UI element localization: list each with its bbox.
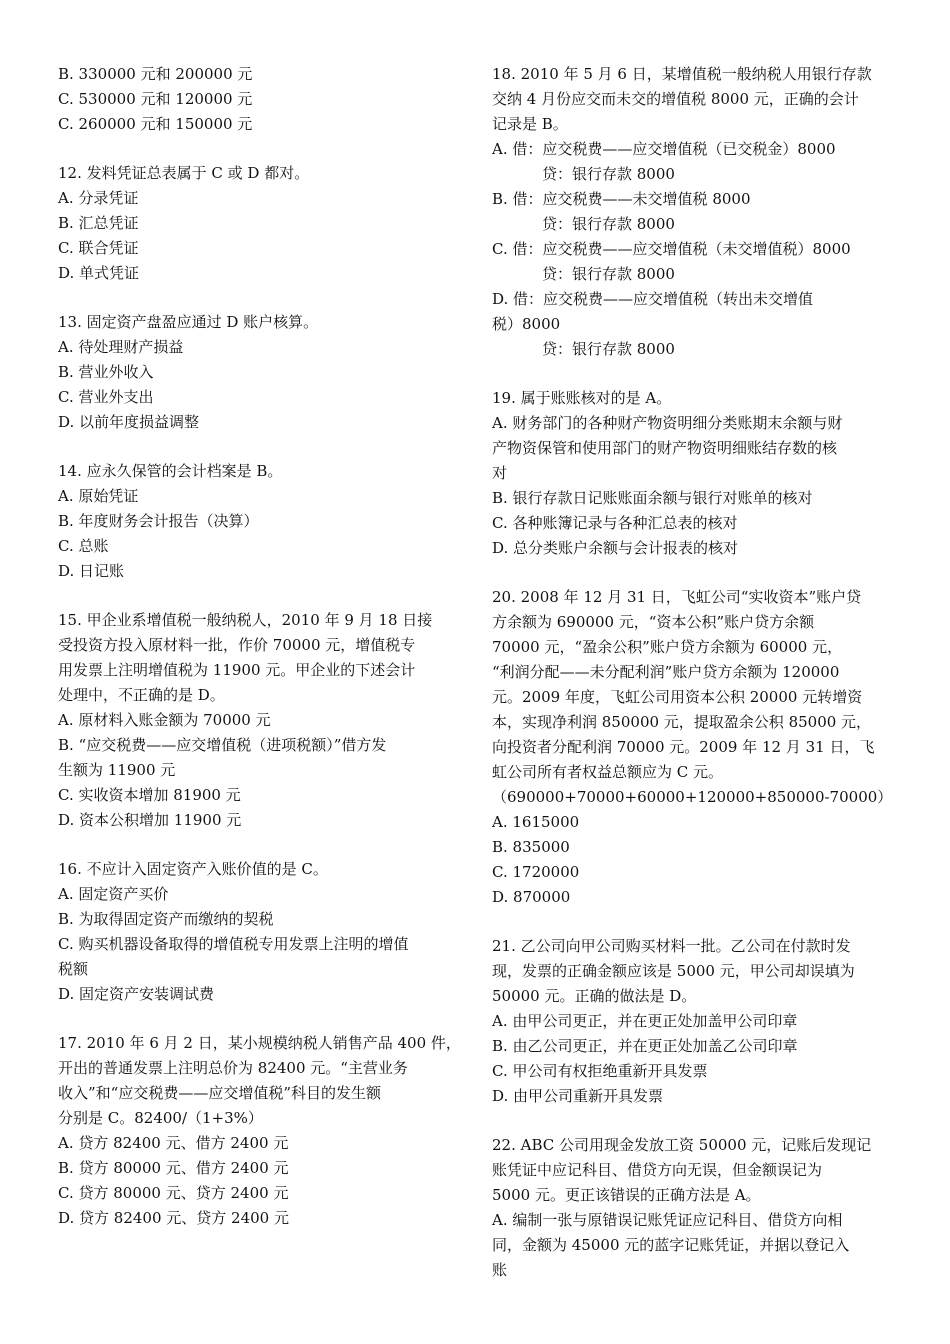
text-line: 向投资者分配利润 70000 元。2009 年 12 月 31 日，飞	[492, 738, 875, 756]
text-line: 19. 属于账账核对的是 A。	[492, 389, 672, 407]
text-line: 12. 发料凭证总表属于 C 或 D 都对。	[58, 164, 310, 182]
question-block	[492, 62, 892, 362]
text-line: D. 日记账	[58, 562, 125, 580]
right-column	[492, 62, 892, 1307]
text-line: B. 汇总凭证	[58, 214, 139, 232]
text-line: B. 330000 元和 200000 元	[58, 65, 253, 83]
question-block	[492, 386, 892, 561]
text-line: 15. 甲企业系增值税一般纳税人，2010 年 9 月 18 日接	[58, 611, 433, 629]
text-line: 分别是 C。82400/（1+3%）	[58, 1109, 263, 1127]
text-line: 贷：银行存款 8000	[542, 165, 675, 183]
text-line: 20. 2008 年 12 月 31 日，飞虹公司“实收资本”账户贷	[492, 588, 862, 606]
question-block	[58, 310, 458, 435]
text-line: C. 260000 元和 150000 元	[58, 115, 253, 133]
left-column	[58, 62, 461, 1255]
question-block	[58, 161, 458, 286]
text-line: 税额	[58, 960, 89, 978]
text-line: D. 由甲公司重新开具发票	[492, 1087, 664, 1105]
text-line: 用发票上注明增值税为 11900 元。甲企业的下述会计	[58, 661, 416, 679]
text-line: B. 银行存款日记账账面余额与银行对账单的核对	[492, 489, 813, 507]
text-line: 处理中，不正确的是 D。	[58, 686, 225, 704]
text-line: C. 各种账簿记录与各种汇总表的核对	[492, 514, 738, 532]
text-line: C. 1720000	[492, 863, 580, 881]
text-line: B. 为取得固定资产而缴纳的契税	[58, 910, 274, 928]
text-line: D. 借：应交税费——应交增值税（转出未交增值	[492, 290, 814, 308]
text-line: 账	[492, 1261, 508, 1279]
text-line: 70000 元，“盈余公积”账户贷方余额为 60000 元，	[492, 638, 843, 656]
text-line: 贷：银行存款 8000	[542, 340, 675, 358]
text-line: 交纳 4 月份应交而未交的增值税 8000 元，正确的会计	[492, 90, 859, 108]
question-block	[58, 857, 458, 1007]
text-line: 元。2009 年度，飞虹公司用资本公积 20000 元转增资	[492, 688, 863, 706]
text-line: 记录是 B。	[492, 115, 568, 133]
text-line: 生额为 11900 元	[58, 761, 176, 779]
text-line: C. 甲公司有权拒绝重新开具发票	[492, 1062, 708, 1080]
text-line: D. 资本公积增加 11900 元	[58, 811, 242, 829]
text-line: A. 借：应交税费——应交增值税（已交税金）8000	[492, 140, 836, 158]
question-block	[58, 1031, 461, 1231]
text-line: 同，金额为 45000 元的蓝字记账凭证，并据以登记入	[492, 1236, 850, 1254]
text-line: C. 总账	[58, 537, 109, 555]
question-block	[58, 459, 458, 584]
text-line: 14. 应永久保管的会计档案是 B。	[58, 462, 283, 480]
text-line: 50000 元。正确的做法是 D。	[492, 987, 697, 1005]
text-line: B. 借：应交税费——未交增值税 8000	[492, 190, 751, 208]
text-line: D. 贷方 82400 元、贷方 2400 元	[58, 1209, 289, 1227]
text-line: B. 835000	[492, 838, 570, 856]
text-line: 开出的普通发票上注明总价为 82400 元。“主营业务	[58, 1059, 408, 1077]
text-line: 16. 不应计入固定资产入账价值的是 C。	[58, 860, 328, 878]
question-block	[58, 608, 458, 833]
text-line: 收入”和“应交税费——应交增值税”科目的发生额	[58, 1084, 382, 1102]
text-line: A. 1615000	[492, 813, 580, 831]
text-line: 17. 2010 年 6 月 2 日，某小规模纳税人销售产品 400 件，	[58, 1034, 461, 1052]
text-line: D. 固定资产安装调试费	[58, 985, 215, 1003]
text-line: 账凭证中应记科目、借贷方向无误，但金额误记为	[492, 1161, 823, 1179]
text-line: B. “应交税费——应交增值税（进项税额）”借方发	[58, 736, 387, 754]
question-block	[492, 934, 892, 1109]
text-line: 受投资方投入原材料一批，作价 70000 元，增值税专	[58, 636, 416, 654]
text-line: 18. 2010 年 5 月 6 日，某增值税一般纳税人用银行存款	[492, 65, 872, 83]
text-line: 税）8000	[492, 315, 561, 333]
text-line: （690000+70000+60000+120000+850000-70000）	[492, 788, 893, 806]
text-line: 本，实现净利润 850000 元，提取盈余公积 85000 元，	[492, 713, 872, 731]
text-line: A. 财务部门的各种财产物资明细分类账期末余额与财	[492, 414, 843, 432]
text-line: “利润分配——未分配利润”账户贷方余额为 120000	[492, 663, 840, 681]
text-line: B. 由乙公司更正，并在更正处加盖乙公司印章	[492, 1037, 798, 1055]
text-line: A. 原始凭证	[58, 487, 139, 505]
text-line: C. 购买机器设备取得的增值税专用发票上注明的增值	[58, 935, 409, 953]
text-line: C. 借：应交税费——应交增值税（未交增值税）8000	[492, 240, 851, 258]
text-line: A. 贷方 82400 元、借方 2400 元	[58, 1134, 289, 1152]
text-line: D. 870000	[492, 888, 571, 906]
text-line: C. 贷方 80000 元、贷方 2400 元	[58, 1184, 289, 1202]
text-line: 贷：银行存款 8000	[542, 265, 675, 283]
text-line: A. 原材料入账金额为 70000 元	[58, 711, 271, 729]
text-line: D. 单式凭证	[58, 264, 140, 282]
text-line: A. 固定资产买价	[58, 885, 169, 903]
text-line: 产物资保管和使用部门的财产物资明细账结存数的核	[492, 439, 838, 457]
text-line: D. 总分类账户余额与会计报表的核对	[492, 539, 739, 557]
text-line: A. 分录凭证	[58, 189, 139, 207]
text-line: D. 以前年度损益调整	[58, 413, 200, 431]
text-line: 贷：银行存款 8000	[542, 215, 675, 233]
text-line: 现，发票的正确金额应该是 5000 元，甲公司却误填为	[492, 962, 855, 980]
text-line: 21. 乙公司向甲公司购买材料一批。乙公司在付款时发	[492, 937, 851, 955]
question-block	[58, 62, 458, 137]
text-line: 5000 元。更正该错误的正确方法是 A。	[492, 1186, 761, 1204]
text-line: C. 530000 元和 120000 元	[58, 90, 253, 108]
question-block	[492, 1133, 892, 1283]
text-line: A. 编制一张与原错误记账凭证应记科目、借贷方向相	[492, 1211, 843, 1229]
text-line: C. 联合凭证	[58, 239, 139, 257]
text-line: A. 由甲公司更正，并在更正处加盖甲公司印章	[492, 1012, 798, 1030]
text-line: A. 待处理财产损益	[58, 338, 184, 356]
text-line: 虹公司所有者权益总额应为 C 元。	[492, 763, 724, 781]
text-line: C. 营业外支出	[58, 388, 154, 406]
text-line: 13. 固定资产盘盈应通过 D 账户核算。	[58, 313, 319, 331]
text-line: 对	[492, 464, 508, 482]
text-line: B. 营业外收入	[58, 363, 154, 381]
text-line: 22. ABC 公司用现金发放工资 50000 元，记账后发现记	[492, 1136, 872, 1154]
text-line: B. 贷方 80000 元、借方 2400 元	[58, 1159, 289, 1177]
text-line: B. 年度财务会计报告（决算）	[58, 512, 259, 530]
question-block	[492, 585, 892, 910]
text-line: C. 实收资本增加 81900 元	[58, 786, 241, 804]
text-line: 方余额为 690000 元，“资本公积”账户贷方余额	[492, 613, 815, 631]
